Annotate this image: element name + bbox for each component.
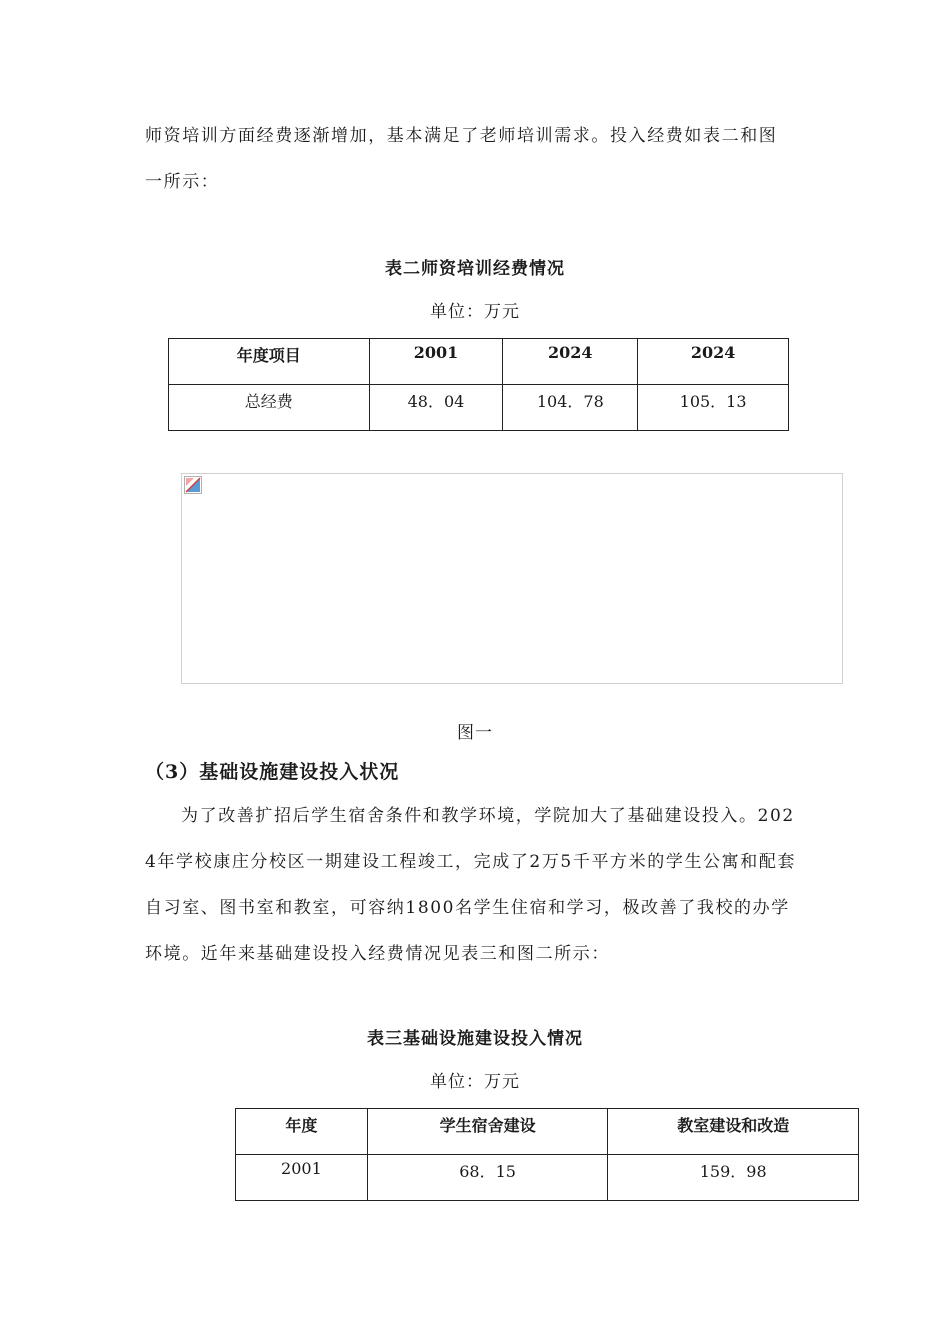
table-header-cell: 2024 [638, 339, 789, 385]
section-3-heading: （3）基础设施建设投入状况 [145, 761, 400, 783]
paragraph-2-line-4: 环境。近年来基础建设投入经费情况见表三和图二所示： [145, 944, 610, 964]
table-header-cell: 2024 [503, 339, 638, 385]
table-header-cell: 学生宿舍建设 [367, 1109, 608, 1155]
table3-caption: 表三基础设施建设投入情况 [367, 1029, 583, 1049]
paragraph-1-line-1: 师资培训方面经费逐渐增加，基本满足了老师培训需求。投入经费如表二和图 [145, 126, 778, 146]
table-header-cell: 教室建设和改造 [608, 1109, 859, 1155]
table-header-cell: 年度项目 [169, 339, 370, 385]
table-cell: 159．98 [608, 1155, 859, 1201]
paragraph-2-line-2: 4年学校康庄分校区一期建设工程竣工，完成了2万5千平方米的学生公寓和配套 [145, 852, 797, 872]
figure1-caption: 图一 [457, 723, 493, 743]
table-cell: 总经费 [169, 385, 370, 431]
table-row [169, 385, 789, 431]
table-header-cell: 年度 [236, 1109, 368, 1155]
paragraph-1-line-2: 一所示： [145, 172, 220, 192]
table2-caption: 表二师资培训经费情况 [385, 259, 565, 279]
table-row [236, 1155, 859, 1201]
table-header-row [236, 1109, 859, 1155]
table-cell: 2001 [236, 1155, 368, 1201]
paragraph-2-line-3: 自习室、图书室和教室，可容纳1800名学生住宿和学习，极改善了我校的办学 [145, 898, 790, 918]
table-header-cell: 2001 [369, 339, 503, 385]
table-header-row [169, 339, 789, 385]
table3 [235, 1108, 859, 1201]
table-cell: 68．15 [367, 1155, 608, 1201]
paragraph-2-line-1: 为了改善扩招后学生宿舍条件和教学环境，学院加大了基础建设投入。202 [181, 806, 795, 826]
table2 [168, 338, 789, 431]
paragraph-1 [145, 113, 810, 205]
paragraph-2 [145, 793, 810, 977]
table-cell: 48．04 [369, 385, 503, 431]
table-cell: 105．13 [638, 385, 789, 431]
table2-unit: 单位：万元 [430, 302, 520, 322]
table3-unit: 单位：万元 [430, 1072, 520, 1092]
table-cell: 104．78 [503, 385, 638, 431]
figure1-image-placeholder [181, 473, 843, 684]
broken-image-icon [184, 476, 202, 494]
